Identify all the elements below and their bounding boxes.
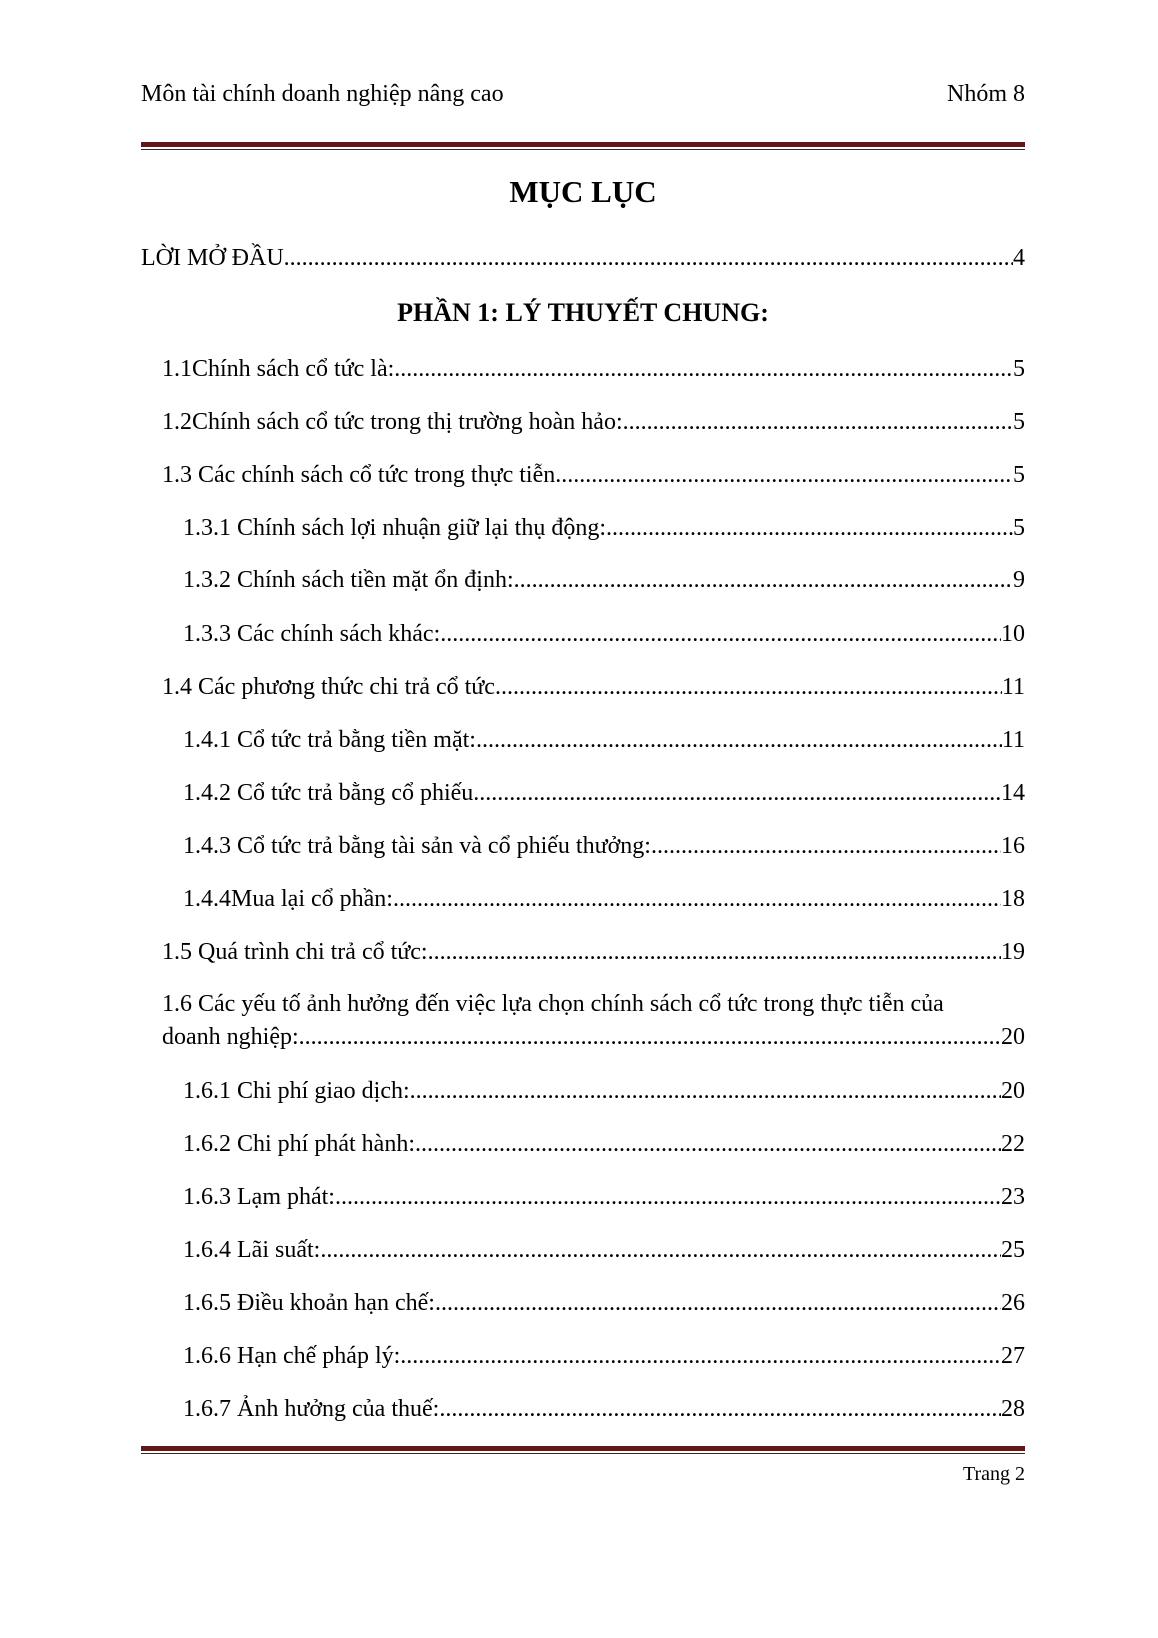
- toc-page-number: 28: [1001, 1396, 1025, 1422]
- footer-rule-thin: [141, 1453, 1025, 1454]
- toc-entry[interactable]: [162, 670, 1025, 704]
- toc-entry-label-line1: 1.6 Các yếu tố ảnh hưởng đến việc lựa chọn chính sách cổ tức trong thực tiễn của: [162, 991, 944, 1017]
- toc-entry-number: 1.4.4: [183, 886, 231, 912]
- header-rule-thick: [141, 142, 1025, 147]
- toc-page-number: 22: [1001, 1131, 1025, 1157]
- page-title: MỤC LỤC: [509, 174, 657, 209]
- toc-page-number: 18: [1001, 886, 1025, 912]
- toc-entry-label: 1.6.5 Điều khoản hạn chế:: [183, 1290, 435, 1316]
- toc-entry-label: 1.3 Các chính sách cổ tức trong thực tiễn: [162, 462, 556, 488]
- toc-page-number: 9: [1013, 567, 1025, 593]
- toc-page-number: 23: [1001, 1184, 1025, 1210]
- toc-dot-leader: [335, 1180, 1001, 1214]
- header-group-name: Nhóm 8: [947, 81, 1025, 107]
- toc-entry-label: 1.6.6 Hạn chế pháp lý:: [183, 1343, 401, 1369]
- toc-page-number: 16: [1001, 833, 1025, 859]
- toc-dot-leader: [394, 352, 1013, 386]
- toc-dot-leader: [400, 1339, 1001, 1373]
- toc-page-number: 26: [1001, 1290, 1025, 1316]
- toc-entry-number: 1.1: [162, 356, 192, 382]
- toc-dot-leader: [435, 1286, 1001, 1320]
- toc-page-number: 27: [1001, 1343, 1025, 1369]
- toc-entry-label: 1.4.1 Cổ tức trả bằng tiền mặt:: [183, 727, 476, 753]
- toc-entry[interactable]: [183, 511, 1025, 545]
- toc-entry[interactable]: [183, 1392, 1025, 1426]
- toc-page-number: 10: [1001, 621, 1025, 647]
- toc-dot-leader: [514, 563, 1013, 597]
- toc-entry[interactable]: [162, 405, 1025, 439]
- toc-dot-leader: [284, 241, 1013, 275]
- toc-entry-label-line2: doanh nghiệp:: [162, 1024, 299, 1050]
- toc-dot-leader: [495, 670, 1002, 704]
- toc-dot-leader: [393, 882, 1001, 916]
- toc-dot-leader: [428, 935, 1001, 969]
- toc-entry[interactable]: [183, 563, 1025, 597]
- toc-entry-second-line: [162, 1021, 1025, 1054]
- toc-entry[interactable]: [183, 882, 1025, 916]
- toc-entry[interactable]: [183, 1074, 1025, 1108]
- toc-dot-leader: [320, 1233, 1001, 1267]
- toc-entry-label: 1.6.3 Lạm phát:: [183, 1184, 335, 1210]
- toc-entry[interactable]: [183, 1180, 1025, 1214]
- page-number-footer: Trang 2: [962, 1463, 1025, 1485]
- footer-rule: [141, 1446, 1025, 1454]
- toc-entry[interactable]: [162, 935, 1025, 969]
- page-header: [141, 74, 1025, 114]
- toc-dot-leader: [606, 511, 1013, 545]
- toc-entry-label: Chính sách cổ tức là:: [192, 356, 395, 382]
- toc-entry-label: 1.5 Quá trình chi trả cổ tức:: [162, 939, 428, 965]
- toc-page-number: 4: [1013, 245, 1025, 271]
- toc-entry-number: 1.2: [162, 409, 192, 435]
- toc-page-number: 20: [1001, 1024, 1025, 1050]
- toc-entry-label: 1.6.2 Chi phí phát hành:: [183, 1131, 415, 1157]
- toc-dot-leader: [623, 405, 1013, 439]
- toc-dot-leader: [473, 776, 1001, 810]
- toc-entry-intro[interactable]: [141, 241, 1025, 275]
- toc-page-number: 25: [1001, 1237, 1025, 1263]
- header-rule-thin: [141, 149, 1025, 150]
- part-heading: PHẦN 1: LÝ THUYẾT CHUNG:: [397, 298, 769, 327]
- toc-entry[interactable]: [183, 617, 1025, 651]
- toc-page-number: 5: [1013, 515, 1025, 541]
- footer-rule-thick: [141, 1446, 1025, 1451]
- toc-page-number: 19: [1001, 939, 1025, 965]
- toc-entry[interactable]: [183, 829, 1025, 863]
- toc-dot-leader: [440, 617, 1001, 651]
- toc-page-number: 11: [1001, 674, 1025, 700]
- toc-entry-label: 1.6.7 Ảnh hưởng của thuế:: [183, 1396, 440, 1422]
- toc-entry-label: 1.4.2 Cổ tức trả bằng cổ phiếu: [183, 780, 474, 806]
- toc-entry-multiline[interactable]: [162, 988, 1025, 1054]
- toc-dot-leader: [299, 1021, 1001, 1054]
- toc-page-number: 5: [1013, 462, 1025, 488]
- toc-dot-leader: [415, 1127, 1001, 1161]
- toc-entry[interactable]: [183, 776, 1025, 810]
- toc-page-number: 5: [1013, 409, 1025, 435]
- header-course-title: Môn tài chính doanh nghiệp nâng cao: [141, 81, 504, 107]
- toc-dot-leader: [476, 723, 1002, 757]
- toc-entry-label: 1.4.3 Cổ tức trả bằng tài sản và cổ phiếu thưởng:: [183, 833, 651, 859]
- toc-dot-leader: [439, 1392, 1001, 1426]
- toc-page-number: 5: [1013, 356, 1025, 382]
- toc-entry-label: 1.6.4 Lãi suất:: [183, 1237, 321, 1263]
- toc-entry-label: 1.3.2 Chính sách tiền mặt ổn định:: [183, 567, 514, 593]
- toc-page-number: 14: [1001, 780, 1025, 806]
- toc-page-number: 11: [1001, 727, 1025, 753]
- toc-entry[interactable]: [162, 458, 1025, 492]
- header-rule: [141, 142, 1025, 150]
- toc-entry[interactable]: [183, 1127, 1025, 1161]
- toc-entry-label: Chính sách cổ tức trong thị trường hoàn hảo:: [192, 409, 623, 435]
- toc-dot-leader: [555, 458, 1013, 492]
- toc-entry-label: 1.3.3 Các chính sách khác:: [183, 621, 441, 647]
- toc-dot-leader: [410, 1074, 1001, 1108]
- toc-entry[interactable]: [162, 352, 1025, 386]
- toc-page-number: 20: [1001, 1078, 1025, 1104]
- toc-entry[interactable]: [183, 1286, 1025, 1320]
- toc-entry[interactable]: [183, 723, 1025, 757]
- toc-entry-label: Mua lại cổ phần:: [231, 886, 393, 912]
- toc-entry[interactable]: [183, 1339, 1025, 1373]
- toc-entry-label: 1.6.1 Chi phí giao dịch:: [183, 1078, 410, 1104]
- toc-dot-leader: [651, 829, 1001, 863]
- toc-entry-label: 1.3.1 Chính sách lợi nhuận giữ lại thụ động:: [183, 515, 606, 541]
- toc-entry[interactable]: [183, 1233, 1025, 1267]
- toc-entry-label: 1.4 Các phương thức chi trả cổ tức: [162, 674, 495, 700]
- toc-entry-label: LỜI MỞ ĐẦU: [141, 245, 284, 271]
